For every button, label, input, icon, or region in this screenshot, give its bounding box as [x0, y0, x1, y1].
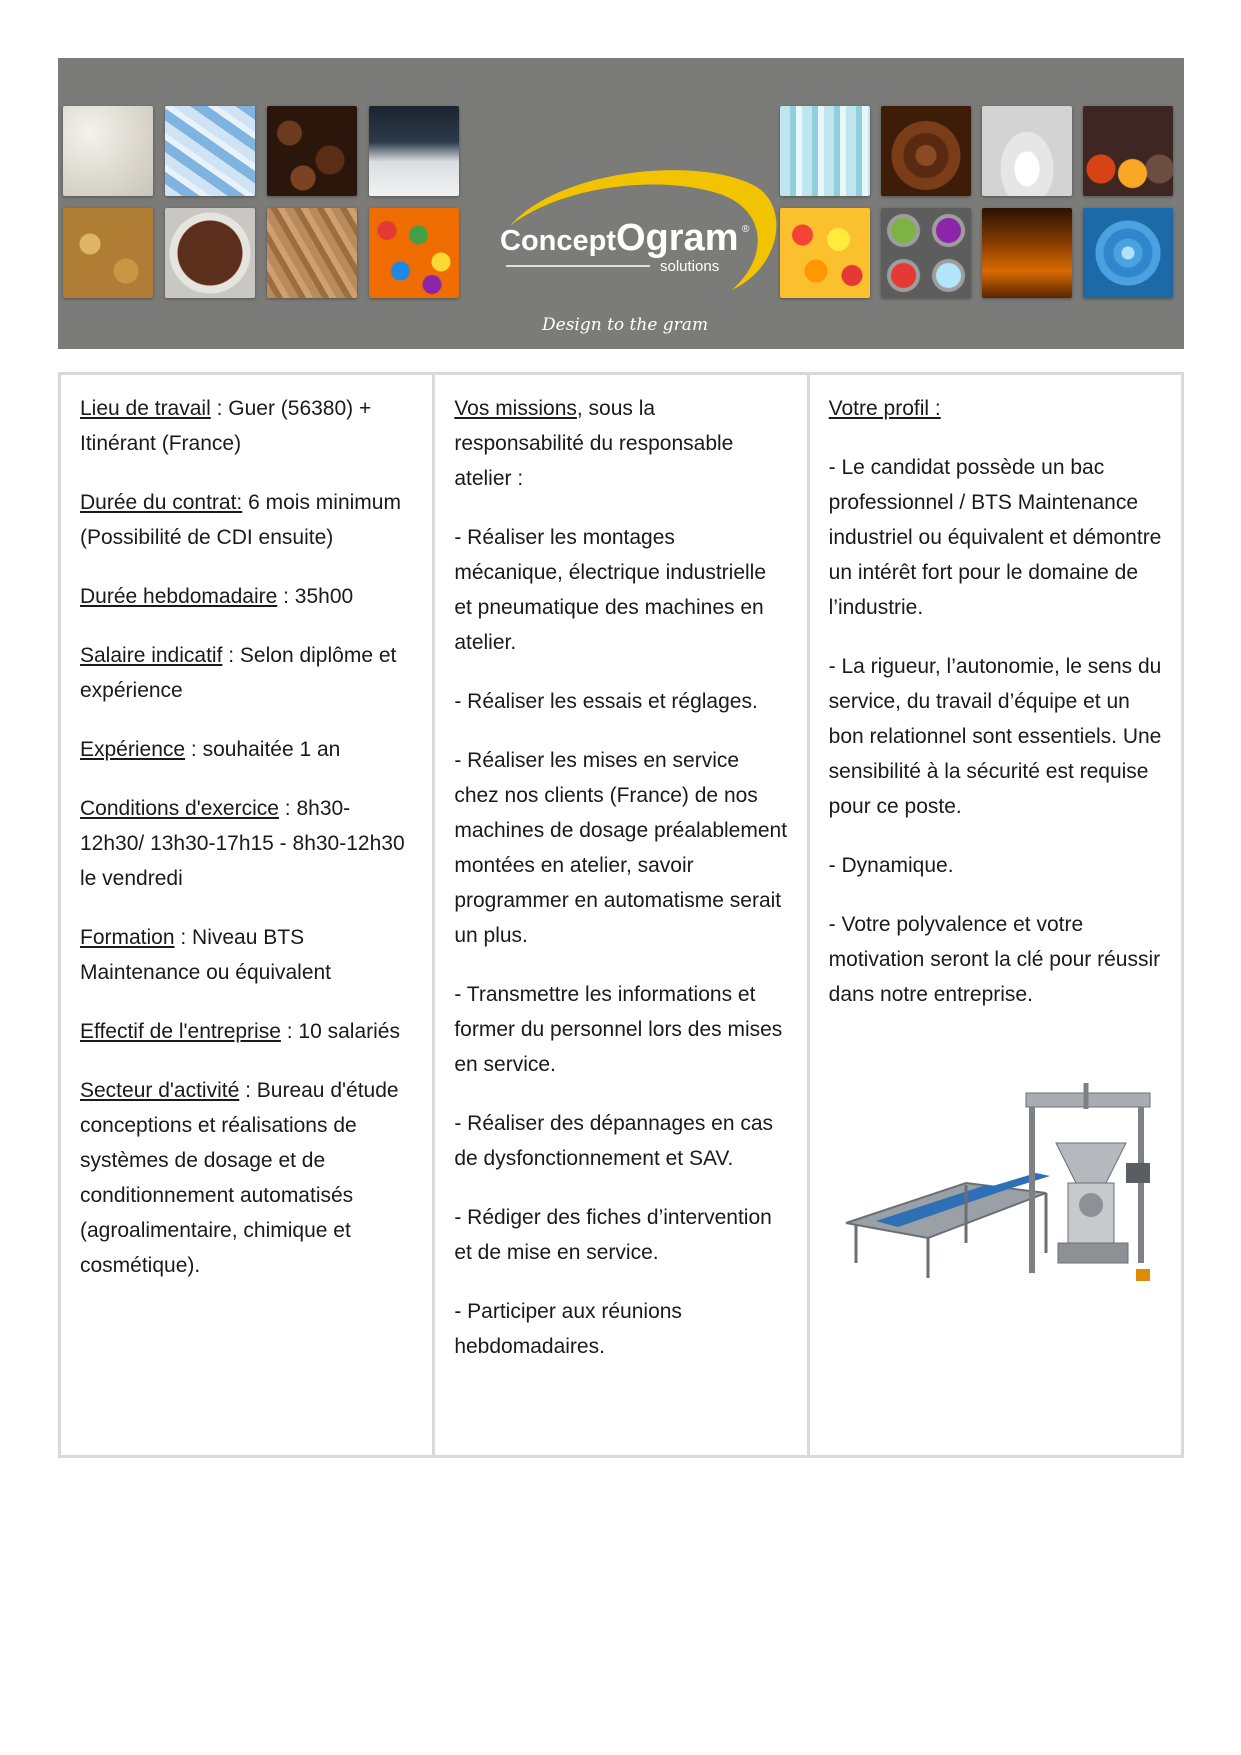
profile-item: - Votre polyvalence et votre motivation seront la clé pour réussir dans notre entreprise.: [828, 913, 1161, 1006]
info-value: : Bureau d'étude conceptions et réalisations de systèmes de dosage et de conditionnement automatisés (agroalimentaire, chimique et cosmétique).: [80, 1079, 399, 1277]
info-sector: [80, 1073, 414, 1283]
sugar-photo: [369, 106, 459, 196]
info-weekly-hours: [80, 579, 414, 614]
flakes-photo: [63, 208, 153, 298]
info-contract-duration: [80, 485, 414, 555]
info-label: Lieu de travail: [80, 397, 211, 420]
missions-heading-label: Vos missions: [454, 397, 577, 420]
job-details-table: [58, 372, 1184, 1458]
info-label: Durée hebdomadaire: [80, 585, 278, 608]
profile-heading-label: Votre profil :: [828, 397, 941, 420]
mission-item: - Réaliser les essais et réglages.: [454, 690, 758, 713]
info-training: [80, 920, 414, 990]
rice-photo: [63, 106, 153, 196]
missions-heading: [454, 391, 788, 496]
job-conditions-column: [61, 375, 432, 1455]
info-value: 6 mois minimum (Possibilité de CDI ensuite): [80, 491, 401, 549]
logo-registered: ®: [742, 224, 750, 235]
logo-sub: solutions: [660, 258, 720, 275]
info-value: : 10 salariés: [280, 1020, 400, 1043]
milk-drop-photo: [982, 106, 1072, 196]
info-label: Durée du contrat:: [80, 491, 243, 514]
mission-item: - Rédiger des fiches d’intervention et de mise en service.: [454, 1206, 772, 1264]
chocolate-photo: [881, 106, 971, 196]
info-working-conditions: [80, 791, 414, 896]
info-label: Formation: [80, 926, 175, 949]
mission-item: - Transmettre les informations et former du personnel lors des mises en service.: [454, 983, 783, 1076]
info-label: Secteur d'activité: [80, 1079, 240, 1102]
cereal-photo: [165, 208, 255, 298]
dosing-machine-image: [836, 1073, 1166, 1313]
profile-item: - La rigueur, l’autonomie, le sens du service, du travail d’équipe et un bon relationnel sont essentiels. Une sensibilité à la sécurité est requise pour ce poste.: [828, 655, 1162, 818]
candy-photo: [369, 208, 459, 298]
profile-item: - Le candidat possède un bac professionnel / BTS Maintenance industriel ou équivalent et démontre un intérêt fort pour le domaine de l’industrie.: [828, 456, 1162, 619]
info-work-location: [80, 391, 414, 461]
info-value: : Guer (56380) + Itinérant (France): [80, 397, 372, 455]
pasta-photo: [780, 208, 870, 298]
logo-text-ogram: Ogram: [616, 217, 739, 259]
test-tubes-photo: [780, 106, 870, 196]
coffee-beans-photo: [267, 106, 357, 196]
svg-text:ConceptOgram: [500, 217, 738, 259]
logo-text-concept: Concept: [500, 225, 616, 257]
profile-heading: [829, 391, 1163, 426]
mission-item: - Réaliser les montages mécanique, électrique industrielle et pneumatique des machines en atelier.: [454, 526, 767, 654]
info-value: : 35h00: [277, 585, 354, 608]
info-value: : souhaitée 1 an: [185, 738, 341, 761]
spices-photo: [1083, 106, 1173, 196]
header-banner: [58, 58, 1184, 349]
paint-cans-photo: [881, 208, 971, 298]
info-company-size: [80, 1014, 414, 1049]
info-salary: [80, 638, 414, 708]
mission-item: - Participer aux réunions hebdomadaires.: [454, 1300, 682, 1358]
info-value: : Selon diplôme et expérience: [80, 644, 397, 702]
info-label: Conditions d'exercice: [80, 797, 279, 820]
profile-column: [807, 375, 1181, 1455]
water-drop-photo: [1083, 208, 1173, 298]
logo-tagline: Design to the gram: [542, 315, 709, 335]
wood-pellets-photo: [267, 208, 357, 298]
missions-heading-text: , sous la responsabilité du responsable atelier :: [454, 397, 734, 490]
mission-item: - Réaliser les mises en service chez nos clients (France) de nos machines de dosage préalablement montées en atelier, savoir programmer en automatisme serait un plus.: [454, 749, 788, 947]
pills-photo: [165, 106, 255, 196]
info-label: Salaire indicatif: [80, 644, 223, 667]
profile-item: - Dynamique.: [828, 854, 954, 877]
info-value: : Niveau BTS Maintenance ou équivalent: [80, 926, 332, 984]
honey-photo: [982, 208, 1072, 298]
info-experience: [80, 732, 414, 767]
mission-item: - Réaliser des dépannages en cas de dysfonctionnement et SAV.: [454, 1112, 774, 1170]
conceptogram-logo: [470, 128, 790, 348]
info-label: Effectif de l'entreprise: [80, 1020, 281, 1043]
missions-column: [432, 375, 806, 1455]
info-label: Expérience: [80, 738, 186, 761]
info-value: : 8h30-12h30/ 13h30-17h15 - 8h30-12h30 le vendredi: [80, 797, 405, 890]
